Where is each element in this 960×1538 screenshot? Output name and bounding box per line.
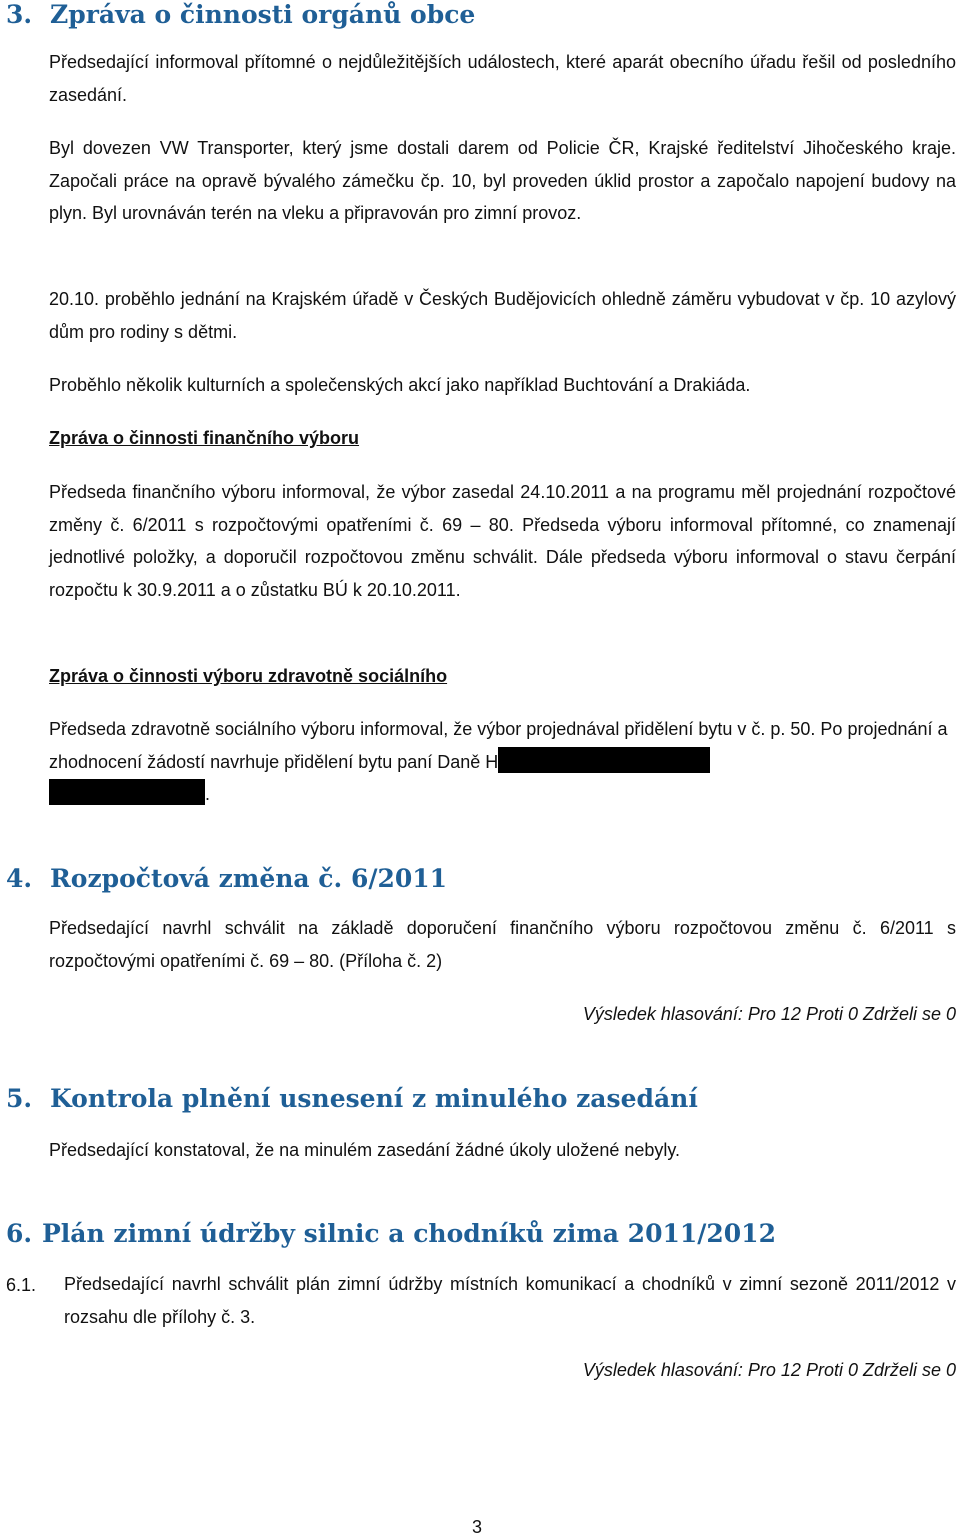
section-4-heading xyxy=(6,864,447,894)
paragraph-end: . xyxy=(205,784,211,805)
vote-result: Výsledek hlasování: Pro 12 Proti 0 Zdrželi se 0 xyxy=(582,1004,956,1024)
paragraph: Předseda finančního výboru informoval, že výbor zasedal 24.10.2011 a na programu měl projednání rozpočtové změny č. 6/2011 s rozpočtovými opatřeními č. 69 – 80. Předseda výboru informoval přítomné, co znamenají jednotlivé položky, a doporučil rozpočtovou změnu schválit. Dále předseda výboru informoval o stavu čerpání rozpočtu k 30.9.2011 a o zůstatku BÚ k 20.10.2011. xyxy=(49,482,956,600)
section-5-heading xyxy=(6,1084,698,1114)
paragraph: 20.10. proběhlo jednání na Krajském úřadě v Českých Budějovicích ohledně záměru vybudovat v čp. 10 azylový dům pro rodiny s dětmi. xyxy=(49,289,956,342)
subsection-heading: Zpráva o činnosti finančního výboru xyxy=(49,428,360,448)
section-number: 4. xyxy=(6,864,33,893)
section-3-heading xyxy=(6,0,475,30)
vote-result: Výsledek hlasování: Pro 12 Proti 0 Zdrželi se 0 xyxy=(582,1360,956,1380)
redaction-bar xyxy=(498,747,710,773)
paragraph: Předsedající navrhl schválit na základě doporučení finančního výboru rozpočtovou změnu č. 6/2011 s rozpočtovými opatřeními č. 69 – 80. (Příloha č. 2) xyxy=(49,918,956,971)
subsection-heading: Zpráva o činnosti výboru zdravotně sociálního xyxy=(49,666,448,686)
paragraph xyxy=(49,713,956,811)
paragraph: Předsedající navrhl schválit plán zimní údržby místních komunikací a chodníků v zimní sezoně 2011/2012 v rozsahu dle přílohy č. 3. xyxy=(64,1274,956,1327)
section-title: Kontrola plnění usnesení z minulého zasedání xyxy=(50,1084,698,1113)
redaction-bar xyxy=(49,779,205,805)
section-number: 3. xyxy=(6,0,33,29)
item-number: 6.1. xyxy=(6,1275,37,1295)
section-title: Plán zimní údržby silnic a chodníků zima 2011/2012 xyxy=(42,1219,776,1248)
paragraph: Proběhlo několik kulturních a společenských akcí jako například Buchtování a Drakiáda. xyxy=(49,375,751,395)
paragraph: Předsedající konstatoval, že na minulém zasedání žádné úkoly uložené nebyly. xyxy=(49,1140,681,1160)
section-title: Rozpočtová změna č. 6/2011 xyxy=(50,864,448,893)
section-number: 5. xyxy=(6,1084,33,1113)
paragraph: Předsedající informoval přítomné o nejdůležitějších událostech, které aparát obecního úřadu řešil od posledního zasedání. xyxy=(49,52,956,105)
section-title: Zpráva o činnosti orgánů obce xyxy=(50,0,476,29)
page-number: 3 xyxy=(472,1517,483,1537)
section-number: 6. xyxy=(6,1219,33,1248)
paragraph: Byl dovezen VW Transporter, který jsme dostali darem od Policie ČR, Krajské ředitelství Jihočeského kraje. Započali práce na opravě bývalého zámečku čp. 10, byl proveden úklid prostor a započalo napojení budovy na plyn. Byl urovnáván terén na vleku a připravován pro zimní provoz. xyxy=(49,138,956,224)
paragraph-text: Předseda zdravotně sociálního výboru informoval, že výbor projednával přidělení bytu v č. p. 50. Po projednání a zhodnocení žádostí navrhuje přidělení bytu paní Daně H xyxy=(49,719,948,772)
section-6-heading xyxy=(6,1219,776,1249)
